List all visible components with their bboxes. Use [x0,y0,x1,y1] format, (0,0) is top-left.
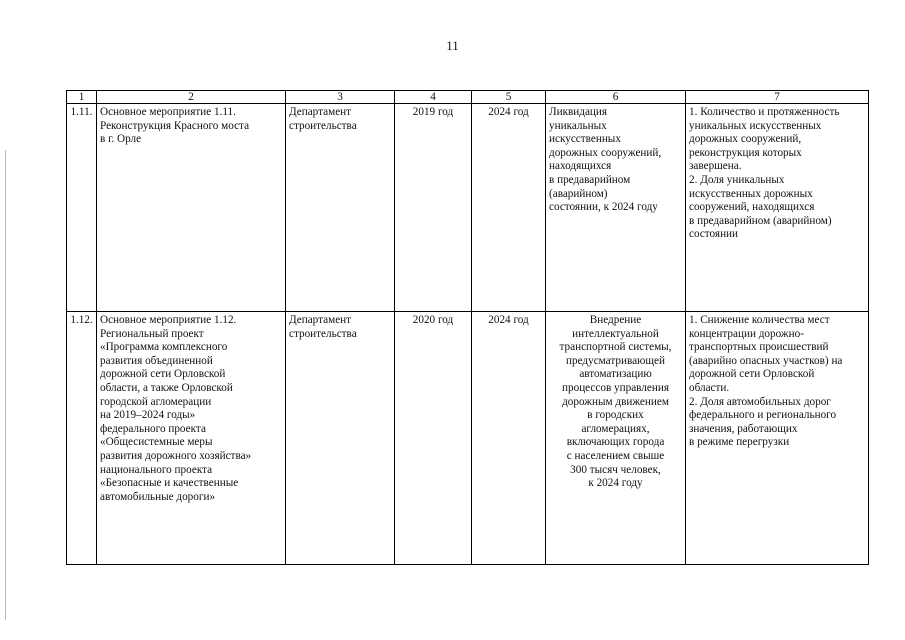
result-line: Ликвидация [549,106,608,118]
result-line: предусматривающей [566,354,665,367]
indicator-line: сооружений, находящихся [689,201,815,214]
indicator-line: значения, работающих [689,422,798,435]
result-line: автоматизацию [579,368,652,381]
result-cell [546,104,686,312]
indicators-cell [686,104,869,312]
indicator-line: транспортных происшествий [689,341,829,354]
column-header-4: 4 [395,91,472,104]
event-line: Реконструкция Красного моста [100,119,250,132]
result-line: включающих города [566,436,665,449]
event-line: развития дорожного хозяйства» [100,449,252,462]
indicators-cell [686,312,869,565]
executor-line: Департамент [289,106,352,118]
executor-line: строительства [289,119,357,132]
event-line: Региональный проект [100,327,204,340]
indicator-line: 1. Количество и протяженность [689,106,840,118]
table-row [67,312,869,565]
column-header-1: 1 [67,91,97,104]
event-line: «Общесистемные меры [100,436,213,449]
indicator-line: в режиме перегрузки [689,436,790,449]
result-line: находящихся [549,160,612,173]
indicator-line: 2. Доля уникальных [689,173,785,186]
result-line: с населением свыше [566,449,665,462]
executor-line: Департамент [289,314,352,326]
event-line: в г. Орле [100,133,142,146]
result-line: искусственных [549,133,621,146]
result-line: (аварийном) [549,187,608,200]
indicator-line: завершена. [689,160,742,173]
result-line: дорожных сооружений, [549,146,662,159]
event-line: «Программа комплексного [100,341,228,354]
indicator-line: состоянии [689,228,739,241]
measures-table [66,90,869,565]
column-header-6: 6 [546,91,686,104]
result-line: дорожным движением [562,395,669,408]
event-cell [97,104,286,312]
indicator-line: в предаварийном (аварийном) [689,214,832,227]
result-line: состоянии, к 2024 году [549,201,658,214]
column-header-7: 7 [686,91,869,104]
end-year-cell: 2024 год [472,104,546,312]
column-header-2: 2 [97,91,286,104]
indicator-line: (аварийно опасных участков) на [689,354,843,367]
result-line: интеллектуальной [572,327,659,340]
row-number: 1.12. [67,312,97,565]
indicator-line: концентрации дорожно- [689,327,804,340]
table-header-row [67,91,869,104]
start-year-cell: 2020 год [395,312,472,565]
event-line: на 2019–2024 годы» [100,409,196,422]
indicator-line: дорожной сети Орловской [689,368,815,381]
event-line: развития объединенной [100,354,213,367]
row-number: 1.11. [67,104,97,312]
result-line: к 2024 году [588,477,643,490]
page-number: 11 [446,38,459,53]
event-line: Основное мероприятие 1.11. [100,106,236,118]
event-line: национального проекта [100,463,213,476]
indicator-line: 2. Доля автомобильных дорог [689,395,831,408]
result-line: транспортной системы, [559,341,672,354]
result-cell [546,312,686,565]
executor-cell [286,312,395,565]
event-line: автомобильные дороги» [100,490,216,503]
indicator-line: 1. Снижение количества мест [689,314,830,326]
event-line: области, а также Орловской [100,381,233,394]
end-year-cell: 2024 год [472,312,546,565]
result-line: 300 тысяч человек, [570,463,661,476]
event-line: «Безопасные и качественные [100,477,239,490]
scan-margin-line [5,150,6,620]
indicator-line: уникальных искусственных [689,119,822,132]
result-line: Внедрение [589,314,642,326]
indicator-line: дорожных сооружений, [689,133,802,146]
indicator-line: федерального и регионального [689,409,837,422]
column-header-5: 5 [472,91,546,104]
table-row [67,104,869,312]
event-line: Основное мероприятие 1.12. [100,314,237,326]
event-line: дорожной сети Орловской [100,368,226,381]
result-line: в предаварийном [549,173,631,186]
executor-cell [286,104,395,312]
indicator-line: искусственных дорожных [689,187,813,200]
event-line: федерального проекта [100,422,206,435]
result-line: уникальных [549,119,607,132]
executor-line: строительства [289,327,357,340]
indicator-line: реконструкция которых [689,146,802,159]
start-year-cell: 2019 год [395,104,472,312]
result-line: в городских [587,409,644,422]
result-line: процессов управления [562,381,669,394]
event-line: городской агломерации [100,395,212,408]
event-cell [97,312,286,565]
result-line: агломерациях, [581,422,650,435]
indicator-line: области. [689,381,730,394]
column-header-3: 3 [286,91,395,104]
